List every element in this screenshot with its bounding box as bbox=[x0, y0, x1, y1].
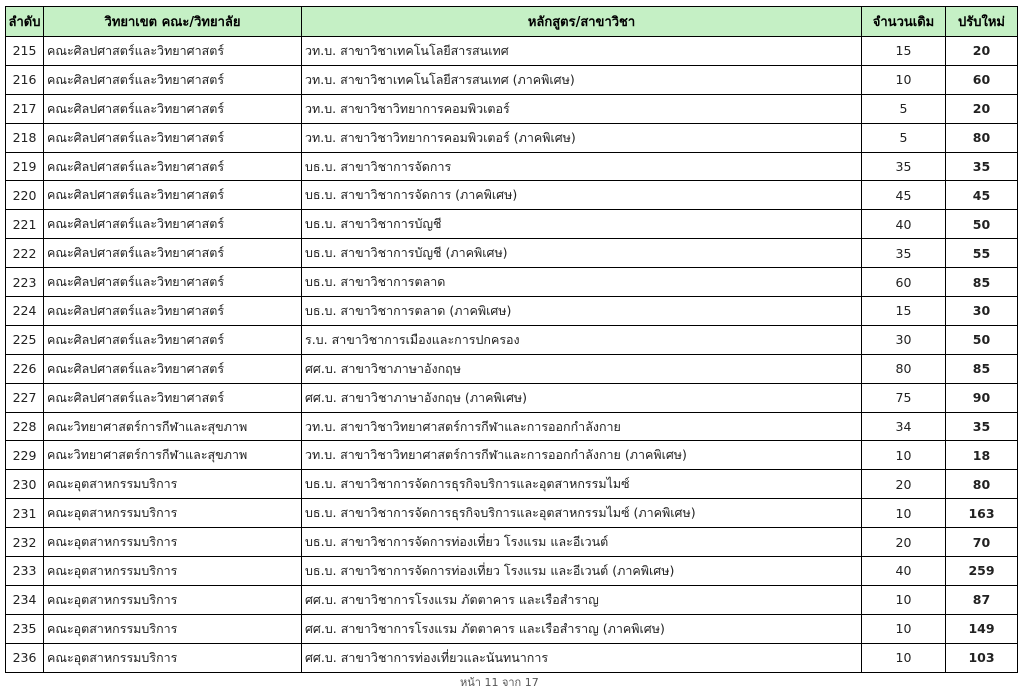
row-number: 222 bbox=[6, 239, 44, 268]
table-row bbox=[6, 37, 1018, 66]
row-program: บธ.บ. สาขาวิชาการจัดการธุรกิจบริการและอุตสาหกรรมไมซ์ (ภาคพิเศษ) bbox=[302, 499, 862, 528]
table-row bbox=[6, 441, 1018, 470]
row-faculty: คณะอุตสาหกรรมบริการ bbox=[44, 585, 302, 614]
table-row bbox=[6, 239, 1018, 268]
row-faculty: คณะอุตสาหกรรมบริการ bbox=[44, 528, 302, 557]
row-number: 216 bbox=[6, 65, 44, 94]
row-program: บธ.บ. สาขาวิชาการตลาด bbox=[302, 268, 862, 297]
row-original-count: 35 bbox=[862, 239, 946, 268]
header-no: ลำดับ bbox=[6, 7, 44, 37]
table-body bbox=[6, 37, 1018, 673]
row-faculty: คณะศิลปศาสตร์และวิทยาศาสตร์ bbox=[44, 123, 302, 152]
row-program: ศศ.บ. สาขาวิชาภาษาอังกฤษ bbox=[302, 354, 862, 383]
row-number: 227 bbox=[6, 383, 44, 412]
row-faculty: คณะศิลปศาสตร์และวิทยาศาสตร์ bbox=[44, 383, 302, 412]
row-original-count: 10 bbox=[862, 614, 946, 643]
row-program: บธ.บ. สาขาวิชาการจัดการท่องเที่ยว โรงแรม และอีเวนต์ (ภาคพิเศษ) bbox=[302, 557, 862, 586]
row-revised-count: 50 bbox=[946, 210, 1018, 239]
table-row bbox=[6, 470, 1018, 499]
row-number: 228 bbox=[6, 412, 44, 441]
row-original-count: 45 bbox=[862, 181, 946, 210]
row-number: 224 bbox=[6, 297, 44, 326]
row-faculty: คณะศิลปศาสตร์และวิทยาศาสตร์ bbox=[44, 152, 302, 181]
table-row bbox=[6, 94, 1018, 123]
row-program: บธ.บ. สาขาวิชาการตลาด (ภาคพิเศษ) bbox=[302, 297, 862, 326]
row-revised-count: 163 bbox=[946, 499, 1018, 528]
row-revised-count: 18 bbox=[946, 441, 1018, 470]
table-row bbox=[6, 643, 1018, 672]
row-program: บธ.บ. สาขาวิชาการบัญชี (ภาคพิเศษ) bbox=[302, 239, 862, 268]
program-quota-table bbox=[5, 6, 1018, 673]
table-row bbox=[6, 268, 1018, 297]
row-revised-count: 80 bbox=[946, 470, 1018, 499]
row-program: ร.บ. สาขาวิชาการเมืองและการปกครอง bbox=[302, 325, 862, 354]
row-revised-count: 70 bbox=[946, 528, 1018, 557]
table-row bbox=[6, 412, 1018, 441]
row-number: 223 bbox=[6, 268, 44, 297]
row-program: วท.บ. สาขาวิชาวิทยาการคอมพิวเตอร์ bbox=[302, 94, 862, 123]
row-revised-count: 20 bbox=[946, 37, 1018, 66]
row-faculty: คณะวิทยาศาสตร์การกีฬาและสุขภาพ bbox=[44, 441, 302, 470]
table-header-row bbox=[6, 7, 1018, 37]
header-program: หลักสูตร/สาขาวิชา bbox=[302, 7, 862, 37]
row-original-count: 20 bbox=[862, 528, 946, 557]
row-original-count: 10 bbox=[862, 65, 946, 94]
row-original-count: 10 bbox=[862, 499, 946, 528]
row-original-count: 40 bbox=[862, 210, 946, 239]
row-faculty: คณะอุตสาหกรรมบริการ bbox=[44, 470, 302, 499]
row-program: บธ.บ. สาขาวิชาการจัดการ (ภาคพิเศษ) bbox=[302, 181, 862, 210]
row-faculty: คณะอุตสาหกรรมบริการ bbox=[44, 643, 302, 672]
header-revised-count: ปรับใหม่ bbox=[946, 7, 1018, 37]
row-faculty: คณะศิลปศาสตร์และวิทยาศาสตร์ bbox=[44, 65, 302, 94]
table-row bbox=[6, 325, 1018, 354]
row-number: 233 bbox=[6, 557, 44, 586]
row-original-count: 10 bbox=[862, 441, 946, 470]
table-row bbox=[6, 297, 1018, 326]
page-number: หน้า 11 จาก 17 bbox=[460, 676, 539, 689]
row-faculty: คณะศิลปศาสตร์และวิทยาศาสตร์ bbox=[44, 239, 302, 268]
row-number: 235 bbox=[6, 614, 44, 643]
table-row bbox=[6, 65, 1018, 94]
table-row bbox=[6, 499, 1018, 528]
row-number: 225 bbox=[6, 325, 44, 354]
table-row bbox=[6, 585, 1018, 614]
row-revised-count: 85 bbox=[946, 354, 1018, 383]
row-program: บธ.บ. สาขาวิชาการจัดการธุรกิจบริการและอุตสาหกรรมไมซ์ bbox=[302, 470, 862, 499]
row-original-count: 60 bbox=[862, 268, 946, 297]
row-program: ศศ.บ. สาขาวิชาการโรงแรม ภัตตาคาร และเรือสำราญ (ภาคพิเศษ) bbox=[302, 614, 862, 643]
row-revised-count: 87 bbox=[946, 585, 1018, 614]
row-original-count: 34 bbox=[862, 412, 946, 441]
row-faculty: คณะอุตสาหกรรมบริการ bbox=[44, 499, 302, 528]
table-row bbox=[6, 181, 1018, 210]
row-faculty: คณะศิลปศาสตร์และวิทยาศาสตร์ bbox=[44, 354, 302, 383]
row-revised-count: 35 bbox=[946, 152, 1018, 181]
row-program: ศศ.บ. สาขาวิชาการโรงแรม ภัตตาคาร และเรือสำราญ bbox=[302, 585, 862, 614]
row-original-count: 5 bbox=[862, 123, 946, 152]
row-original-count: 10 bbox=[862, 585, 946, 614]
row-number: 219 bbox=[6, 152, 44, 181]
row-program: วท.บ. สาขาวิชาวิทยาศาสตร์การกีฬาและการออกกำลังกาย bbox=[302, 412, 862, 441]
row-program: บธ.บ. สาขาวิชาการจัดการท่องเที่ยว โรงแรม และอีเวนต์ bbox=[302, 528, 862, 557]
row-faculty: คณะศิลปศาสตร์และวิทยาศาสตร์ bbox=[44, 37, 302, 66]
row-revised-count: 35 bbox=[946, 412, 1018, 441]
row-faculty: คณะศิลปศาสตร์และวิทยาศาสตร์ bbox=[44, 325, 302, 354]
header-original-count: จำนวนเดิม bbox=[862, 7, 946, 37]
row-original-count: 20 bbox=[862, 470, 946, 499]
row-revised-count: 90 bbox=[946, 383, 1018, 412]
row-revised-count: 80 bbox=[946, 123, 1018, 152]
row-number: 232 bbox=[6, 528, 44, 557]
table-row bbox=[6, 152, 1018, 181]
row-revised-count: 30 bbox=[946, 297, 1018, 326]
table-row bbox=[6, 557, 1018, 586]
table-row bbox=[6, 210, 1018, 239]
row-revised-count: 50 bbox=[946, 325, 1018, 354]
row-original-count: 15 bbox=[862, 297, 946, 326]
row-program: บธ.บ. สาขาวิชาการบัญชี bbox=[302, 210, 862, 239]
row-original-count: 40 bbox=[862, 557, 946, 586]
row-program: ศศ.บ. สาขาวิชาภาษาอังกฤษ (ภาคพิเศษ) bbox=[302, 383, 862, 412]
row-number: 215 bbox=[6, 37, 44, 66]
row-number: 230 bbox=[6, 470, 44, 499]
row-number: 226 bbox=[6, 354, 44, 383]
row-number: 217 bbox=[6, 94, 44, 123]
row-revised-count: 20 bbox=[946, 94, 1018, 123]
row-faculty: คณะศิลปศาสตร์และวิทยาศาสตร์ bbox=[44, 297, 302, 326]
row-faculty: คณะอุตสาหกรรมบริการ bbox=[44, 614, 302, 643]
row-program: วท.บ. สาขาวิชาเทคโนโลยีสารสนเทศ bbox=[302, 37, 862, 66]
row-original-count: 80 bbox=[862, 354, 946, 383]
row-faculty: คณะอุตสาหกรรมบริการ bbox=[44, 557, 302, 586]
row-original-count: 75 bbox=[862, 383, 946, 412]
row-number: 236 bbox=[6, 643, 44, 672]
row-number: 231 bbox=[6, 499, 44, 528]
row-number: 234 bbox=[6, 585, 44, 614]
row-revised-count: 149 bbox=[946, 614, 1018, 643]
header-faculty: วิทยาเขต คณะ/วิทยาลัย bbox=[44, 7, 302, 37]
row-original-count: 30 bbox=[862, 325, 946, 354]
table-row bbox=[6, 614, 1018, 643]
row-faculty: คณะศิลปศาสตร์และวิทยาศาสตร์ bbox=[44, 94, 302, 123]
row-program: วท.บ. สาขาวิชาวิทยาศาสตร์การกีฬาและการออกกำลังกาย (ภาคพิเศษ) bbox=[302, 441, 862, 470]
row-faculty: คณะศิลปศาสตร์และวิทยาศาสตร์ bbox=[44, 181, 302, 210]
row-number: 218 bbox=[6, 123, 44, 152]
row-original-count: 15 bbox=[862, 37, 946, 66]
table-row bbox=[6, 528, 1018, 557]
row-original-count: 10 bbox=[862, 643, 946, 672]
row-revised-count: 85 bbox=[946, 268, 1018, 297]
row-faculty: คณะศิลปศาสตร์และวิทยาศาสตร์ bbox=[44, 268, 302, 297]
row-faculty: คณะศิลปศาสตร์และวิทยาศาสตร์ bbox=[44, 210, 302, 239]
table-row bbox=[6, 383, 1018, 412]
table-row bbox=[6, 123, 1018, 152]
row-program: บธ.บ. สาขาวิชาการจัดการ bbox=[302, 152, 862, 181]
row-faculty: คณะวิทยาศาสตร์การกีฬาและสุขภาพ bbox=[44, 412, 302, 441]
row-number: 229 bbox=[6, 441, 44, 470]
row-original-count: 35 bbox=[862, 152, 946, 181]
row-revised-count: 259 bbox=[946, 557, 1018, 586]
row-original-count: 5 bbox=[862, 94, 946, 123]
row-revised-count: 60 bbox=[946, 65, 1018, 94]
row-revised-count: 45 bbox=[946, 181, 1018, 210]
row-number: 221 bbox=[6, 210, 44, 239]
row-number: 220 bbox=[6, 181, 44, 210]
row-program: วท.บ. สาขาวิชาเทคโนโลยีสารสนเทศ (ภาคพิเศษ) bbox=[302, 65, 862, 94]
row-revised-count: 103 bbox=[946, 643, 1018, 672]
row-program: วท.บ. สาขาวิชาวิทยาการคอมพิวเตอร์ (ภาคพิเศษ) bbox=[302, 123, 862, 152]
row-revised-count: 55 bbox=[946, 239, 1018, 268]
table-row bbox=[6, 354, 1018, 383]
row-program: ศศ.บ. สาขาวิชาการท่องเที่ยวและนันทนาการ bbox=[302, 643, 862, 672]
